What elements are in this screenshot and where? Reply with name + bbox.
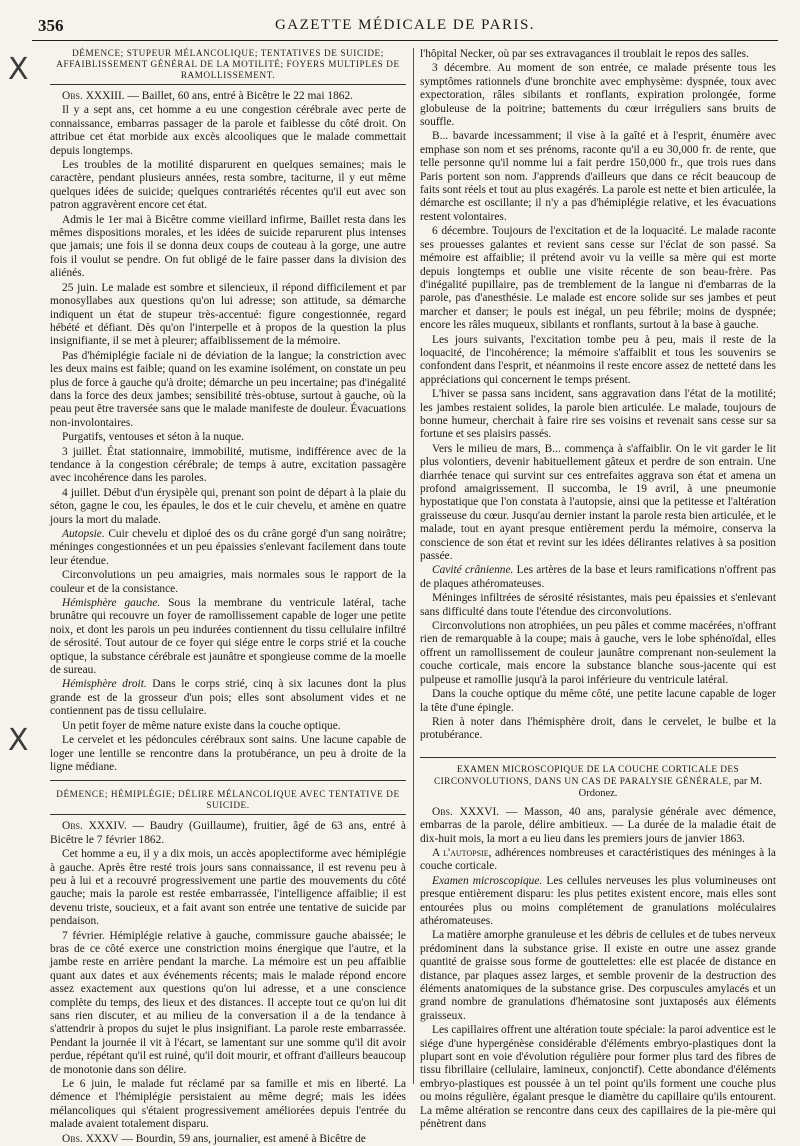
paragraph: Cet homme a eu, il y a dix mois, un accès apoplectiforme avec hémiplégie à gauche. Après être resté trois jours sans connaissance, il est revenu peu à peu à lui et a recouvré progressivement une partie des mouvements du côté gauche; mais la parole est restée embarrassée, l'intelligence affaiblie; il est devenu triste, soucieux, et a fait avant son entrée une tentative de suicide par pendaison. bbox=[50, 848, 406, 928]
exam-author: par M. Ordonez. bbox=[578, 775, 762, 799]
subheading: A l'autopsie, bbox=[432, 846, 492, 859]
paragraph: L'hiver se passa sans incident, sans aggravation dans l'état de la motilité; les jambes restaient solides, la parole bien articulée. Le malade, toujours de bonne humeur, cherchait à faire rire ses voisins et revenait sans cesse sur sa fortune et ses plaisirs passés. bbox=[420, 388, 776, 441]
paragraph-text: adhérences nombreuses et caractéristiques des méninges à la couche corticale. bbox=[420, 846, 776, 873]
page-header bbox=[32, 14, 778, 41]
paragraph: 3 juillet. État stationnaire, immobilité, mutisme, indifférence avec de la tendance à la congestion cérébrale; de temps à autre, excitation passagère avec incohérence dans les paroles. bbox=[50, 445, 406, 485]
paragraph: Pas d'hémiplégie faciale ni de déviation de la langue; la constriction avec les deux mains est faible; quand on les examine isolément, on constate un peu plus de force à gauche qu'à droite; démarche un peu incertaine; pas d'inégalité dans la force des deux jambes; sensibilité très-obtuse, surtout à gauche, où la peau peut être traversée sans que le malade manifeste de douleur. Évacuations non-involontaires. bbox=[50, 349, 406, 429]
paragraph: l'hôpital Necker, où par ses extravagances il troublait le repos des salles. bbox=[420, 48, 749, 60]
paragraph: La matière amorphe granuleuse et les débris de cellules et de tubes nerveux prédominent dans la substance grise. Il existe en outre une assez grande quantité de graisse sous forme de gouttelettes: elle est placée de distance en distance, par plaques assez larges, et semble provenir de la destruction des éléments anatomiques de la substance grise. Des corpuscules amylacés et un grand nombre de granulations d'hématosine sont juxtaposés aux éléments graisseux. bbox=[420, 929, 776, 1022]
paragraph: Méninges infiltrées de sérosité résistantes, mais peu épaissies et s'enlevant sans difficulté dans toute l'étendue des circonvolutions. bbox=[420, 592, 776, 618]
right-column bbox=[420, 48, 776, 1131]
subheading: Examen microscopique. bbox=[432, 874, 543, 887]
paragraph-text: Les cellules nerveuses les plus volumineuses ont presque entièrement disparu: les plus petites existent encore, mais elles sont entourées plus ou moins complétement de granulations moléculaires athéromateuses. bbox=[420, 874, 776, 927]
paragraph-text: Les artères de la base et leurs ramifications n'offrent pas de plaques athéromateuses. bbox=[420, 564, 776, 590]
paragraph bbox=[420, 564, 776, 591]
paragraph bbox=[50, 528, 406, 568]
paragraph: 7 février. Hémiplégie relative à gauche, commissure gauche abaissée; le bras de ce côté exerce une constriction moins énergique que l'autre, et la jambe reste en arrière pendant la marche. La mémoire est un peu affaiblie quant aux dates et aux événements récents; mais le malade répond encore assez exactement aux questions qu'on lui adresse, et a une conscience complète du temps, des lieux et des distances. Il accepte tout ce qu'on lui dit sans rien discuter, et au milieu de la conversation il a de la tendance à s'attendrir à propos du sujet le plus insignifiant. La parole reste embarrassée. Pendant la journée il vit à l'écart, se lamentant sur une somme qu'il dit avoir perdue, répétant qu'il est ruiné, qu'il doit mourir, et offrant d'ailleurs beaucoup de monotonie dans son délire. bbox=[50, 929, 406, 1076]
paragraph: Purgatifs, ventouses et séton à la nuque. bbox=[62, 431, 245, 444]
handwritten-x-mark: X bbox=[8, 52, 29, 87]
left-column bbox=[50, 48, 406, 1145]
paragraph bbox=[420, 847, 776, 874]
observation-intro bbox=[50, 1133, 406, 1146]
paragraph: Vers le milieu de mars, B... commença à s'affaiblir. On le vit garder le lit plus volontiers, devenir habituellement gâteux et perdre de son entrain. Une diarrhée tenace qui survint sur ces entrefaites aggrava son état et amena un profond amaigrissement. Il succomba, le 19 avril, à une pneumonie hypostatique que l'on constata à l'autopsie, ainsi que la petitesse et l'altération graisseuse du cœur. Jusqu'au dernier instant la parole resta bien articulée, et le malade, tout en ayant presque entièrement perdu la mémoire, conserva la conscience de son état et revint sur les idées délirantes relatives à sa position passée. bbox=[420, 442, 776, 563]
paragraph-text: Cuir chevelu et diploé des os du crâne gorgé d'un sang noirâtre; méninges congestionnées et un peu épaissies s'enlevant facilement dans toute leur étendue. bbox=[50, 528, 406, 567]
paragraph bbox=[50, 597, 406, 677]
paragraph: Dans la couche optique du même côté, une petite lacune capable de loger la tête d'une épingle. bbox=[420, 688, 776, 714]
paragraph: 25 juin. Le malade est sombre et silencieux, il répond difficilement et par monosyllabes aux questions qu'on lui adresse; son attitude, sa démarche indiquent un état de stupeur très-accentué: figure congestionnée, regard hébété et défiant. Dès qu'on l'interpelle et à propos de la question la plus insignifiante, il se met à pleurer; affaiblissement de la mémoire. bbox=[50, 281, 406, 348]
paragraph-text: Sous la membrane du ventricule latéral, tache brunâtre qui recouvre un foyer de ramollissement capable de loger une petite noix, et dont les parois un peu indurées contiennent du tissu cellulaire infiltré de sérosité. Tout autour de ce foyer qui siége entre le corps strié et la couche optique, la substance cérébrale est jaunâtre et spongieuse comme de la moelle de sureau. bbox=[50, 597, 406, 677]
paragraph: Un petit foyer de même nature existe dans la couche optique. bbox=[62, 719, 341, 732]
paragraph: 6 décembre. Toujours de l'excitation et de la loquacité. Le malade raconte ses prouesses galantes et revient sans cesse sur l'éclat de son passé. Sa mémoire est affaiblie; il prétend avoir vu la veille sa mère qui est morte depuis longtemps et oublie une visite récente de son beau-frère. Pas d'inégalité pupillaire, pas de tremblement de la langue ni d'embarras de la parole, pas d'anesthésie. Le malade est encore solide sur ses jambes et peut marcher et danser; le pouls est inégal, un peu fébrile; moins de dyspnée; encore les râles muqueux, sibilants et ronflants, surtout à la base à gauche. bbox=[420, 225, 776, 332]
paragraph: Circonvolutions un peu amaigries, mais normales sous le rapport de la couleur et de la consistance. bbox=[50, 569, 406, 595]
paragraph bbox=[420, 875, 776, 929]
observation-label: Obs. XXXIV. bbox=[62, 820, 127, 833]
observation-intro bbox=[50, 90, 406, 103]
paragraph: Les troubles de la motilité disparurent en quelques semaines; mais le caractère, pendant plusieurs années, resta sombre, taciturne, il y eut même quelques idées de suicide; quelques contrariétés récentes qu'il eut avec son patron aggravèrent encore cet état. bbox=[50, 159, 406, 212]
paragraph: Les capillaires offrent une altération toute spéciale: la paroi adventice est le siége d'une hypergénèse considérable d'éléments embryo-plastiques dont la plupart sont en voie d'évolution régulière pour former plus tard des fibres de tissu fibrillaire (cellulaire, lamineux, conjonctif). Cette abondance d'éléments embryo-plastiques est poussée à un tel point qu'ils forment une couche plus ou moins régulière, égalant presque le diamètre du capillaire qu'ils entourent. La même altération se rencontre dans ceux des capillaires de la pie-mère qui pénètrent dans bbox=[420, 1024, 776, 1131]
observation-text: — Baillet, 60 ans, entré à Bicêtre le 22 mai 1862. bbox=[124, 90, 354, 102]
paragraph: 4 juillet. Début d'un érysipèle qui, prenant son point de départ à la plaie du séton, gagne le cou, les épaules, le dos et le cuir chevelu, et amène en quatre jours la mort du malade. bbox=[50, 486, 406, 526]
section-heading: DÉMENCE; HÉMIPLÉGIE; DÉLIRE MÉLANCOLIQUE AVEC TENTATIVE DE SUICIDE. bbox=[50, 780, 406, 815]
observation-label: Obs. XXXIII. bbox=[62, 90, 125, 102]
paragraph: Le cervelet et les pédoncules cérébraux sont sains. Une lacune capable de loger une lentille se rencontre dans la protubérance, un peu à droite de la ligne médiane. bbox=[50, 734, 406, 773]
paragraph: Circonvolutions non atrophiées, un peu pâles et comme macérées, n'offrant rien de remarquable à la coupe; mais à gauche, vers le lobe sphénoïdal, elles offrent un ramollissement de couleur jaunâtre comprenant non-seulement la couche corticale, mais encore la substance blanche sous-jacente qui est pulpeuse et ramollie jusqu'à la paroi inférieure du ventricule latéral. bbox=[420, 620, 776, 686]
observation-text: — Baudry (Guillaume), fruitier, âgé de 63 ans, entré à Bicêtre le 7 février 1862. bbox=[50, 820, 406, 846]
subheading: Hémisphère gauche. bbox=[62, 597, 161, 610]
observation-text: — Masson, 40 ans, paralysie générale avec démence, embarras de la parole, délire ambitieux. — La durée de la maladie était de dix-huit mois, la mort a eu lieu dans les premiers jours de janvier 1863. bbox=[420, 805, 776, 845]
paragraph: Admis le 1er mai à Bicêtre comme vieillard infirme, Baillet resta dans les mêmes dispositions morales, et les idées de suicide reparurent plus intenses que jamais; une fois il se donna deux coups de couteau à la gorge, une autre fois il voulut se pendre. On fut obligé de le faire passer dans la division des aliénés. bbox=[50, 213, 406, 280]
observation-label: Obs. XXXVI. bbox=[432, 805, 500, 818]
column-divider bbox=[413, 48, 414, 1084]
observation-text: — Bourdin, 59 ans, journalier, est amené à Bicêtre de bbox=[118, 1132, 366, 1145]
subheading: Hémisphère droit. bbox=[62, 678, 147, 691]
paragraph: Il y a sept ans, cet homme a eu une congestion cérébrale avec perte de connaissance, embarras passager de la parole et faiblesse du côté droit. On attribue cet état morbide aux excès alcooliques que le malade commettait depuis longtemps. bbox=[50, 104, 406, 157]
paragraph bbox=[50, 678, 406, 718]
paragraph: Le 6 juin, le malade fut réclamé par sa famille et mis en liberté. La démence et l'hémiplégie persistaient au même degré; mais les idées mélancoliques qui s'étaient progressivement améliorées depuis l'entrée du malade avaient totalement disparu. bbox=[50, 1078, 406, 1131]
subheading: Autopsie. bbox=[62, 528, 105, 540]
section-heading bbox=[420, 757, 776, 800]
page-number: 356 bbox=[38, 16, 64, 35]
paragraph-text: Dans le corps strié, cinq à six lacunes dont la plus grande est de la grosseur d'un pois; elles sont absolument vides et ne contiennent pas de tissu cellulaire. bbox=[50, 678, 406, 718]
exam-heading-text: EXAMEN MICROSCOPIQUE DE LA COUCHE CORTICALE DES CIRCONVOLUTIONS, DANS UN CAS DE PARALYSIE GÉNÉRALE, bbox=[434, 764, 740, 787]
paragraph: B... bavarde incessamment; il vise à la gaîté et à l'esprit, énumère avec emphase son nom et ses prénoms, raconte qu'il a eu 30,000 fr. de rente, que telle personne qu'il nomme lui a fait perdre 150,000 fr., que trois rues dans Paris portent son nom. J'apprends d'ailleurs que dans ce récit beaucoup de faits sont réels et tout au plus exagérés. La parole est nette et bien articulée, la démarche est oscillante; il n'y a pas d'hémiplégie relative, et les évacuations restent volontaires. bbox=[420, 130, 776, 223]
paragraph: 3 décembre. Au moment de son entrée, ce malade présente tous les symptômes rationnels d'une bronchite avec emphysème: dyspnée, toux avec expectoration, râles sibilants et ronflants, expiration prolongée, forme globuleuse de la poitrine; battements du cœur irréguliers sans bruits de souffle. bbox=[420, 62, 776, 129]
handwritten-x-mark: X bbox=[8, 723, 29, 758]
subheading: Cavité crânienne. bbox=[432, 564, 514, 577]
journal-title: GAZETTE MÉDICALE DE PARIS. bbox=[274, 17, 536, 33]
section-heading: DÉMENCE; STUPEUR MÉLANCOLIQUE; TENTATIVES DE SUICIDE; AFFAIBLISSEMENT GÉNÉRAL DE LA MOTILITÉ; FOYERS MULTIPLES DE RAMOLLISSEMENT. bbox=[50, 48, 406, 85]
observation-label: Obs. XXXV bbox=[62, 1132, 119, 1145]
paragraph: Les jours suivants, l'excitation tombe peu à peu, mais il reste de la loquacité, de l'incohérence; la mémoire s'affaiblit et tous les souvenirs se confondent dans l'esprit, et néanmoins il reste encore assez de netteté dans les appréciations qui concernent le temps présent. bbox=[420, 333, 776, 386]
observation-intro bbox=[420, 806, 776, 846]
observation-intro bbox=[50, 820, 406, 847]
paragraph: Rien à noter dans l'hémisphère droit, dans le cervelet, le bulbe et la protubérance. bbox=[420, 715, 776, 742]
